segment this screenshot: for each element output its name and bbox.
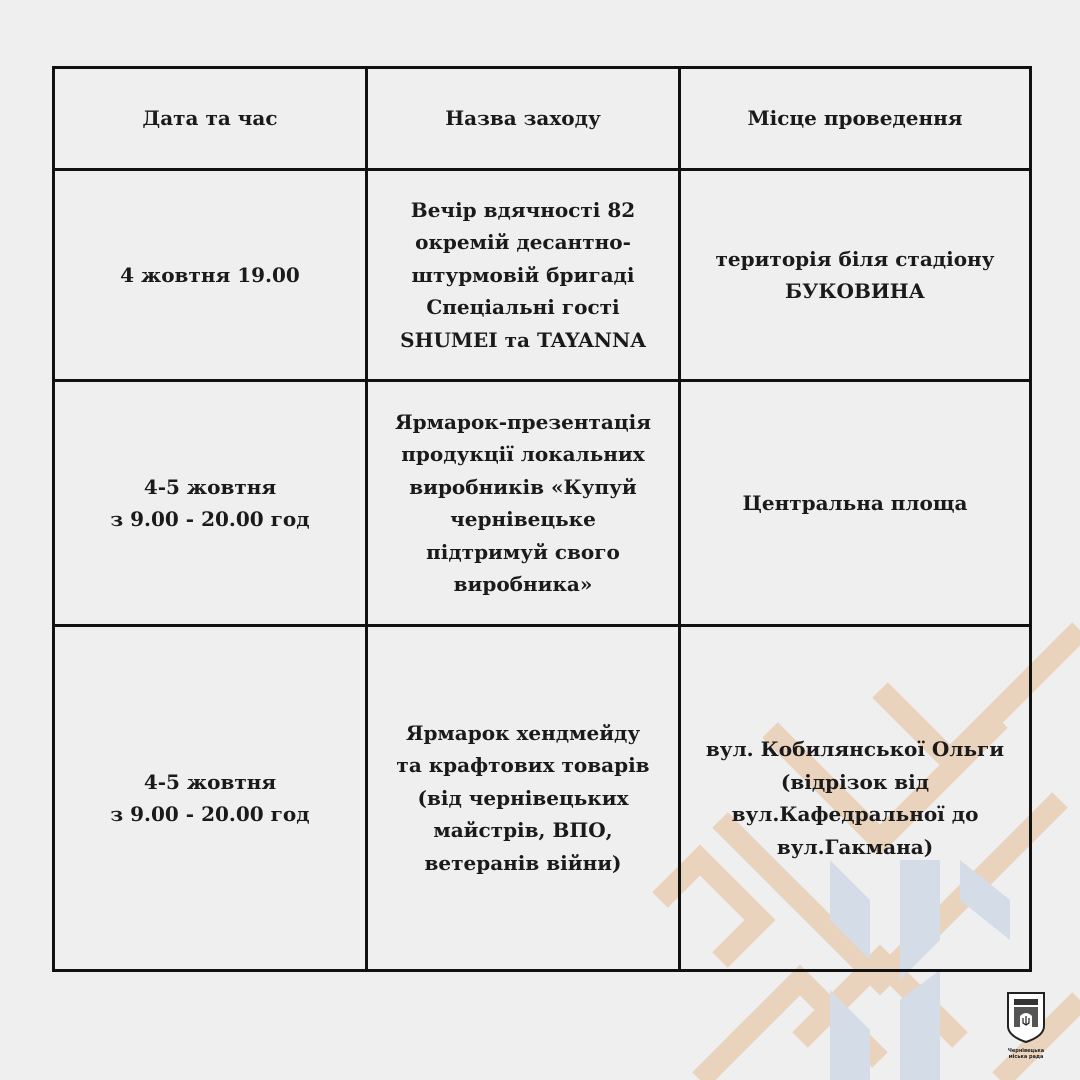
text-line: ветеранів війни) [424,850,622,875]
header-place: Місце проведення [680,68,1031,170]
text-line: БУКОВИНА [785,279,925,303]
cell-event [367,626,680,971]
cell-event [367,170,680,381]
text-line: майстрів, ВПО, [433,818,613,843]
text-line: Ярмарок-презентація [395,409,651,434]
cell-date [54,170,367,381]
text-line: та крафтових товарів [396,753,650,778]
cell-place [680,170,1031,381]
text-line: продукції локальних [401,442,645,466]
text-line: виробників «Купуй [409,474,637,499]
table-header-row [54,68,1031,170]
cell-place [680,626,1031,971]
text-line: Центральна площа [742,490,968,515]
text-line: Спеціальні гості [426,295,620,320]
text-line: 4-5 жовтня [143,769,277,794]
table-row [54,170,1031,381]
text-line: вул.Кафедральної до [731,802,979,826]
text-line: з 9.00 - 20.00 год [110,802,310,826]
text-line: вул. Кобилянської Ольги [705,737,1005,761]
text-line: (відрізок від [780,769,930,794]
text-line: окремій десантно- [415,230,631,255]
header-event: Назва заходу [367,68,680,170]
coat-of-arms-icon [1005,990,1047,1044]
table-row [54,381,1031,626]
text-line: підтримуй свого [426,539,620,564]
logo-caption-line: Чернівецька [1007,1048,1045,1054]
text-line: 4 жовтня 19.00 [120,262,300,287]
text-line: (від чернівецьких [417,785,629,810]
cell-event [367,381,680,626]
city-council-logo [1003,990,1049,1060]
text-line: чернівецьке [450,507,596,531]
logo-caption-line: міська рада [1008,1054,1044,1060]
text-line: SHUMEI та TAYANNA [400,327,646,352]
header-date: Дата та час [54,68,367,170]
text-line: територія біля стадіону [715,246,995,271]
events-table [52,66,1032,972]
text-line: виробника» [453,572,593,596]
text-line: вул.Гакмана) [776,834,934,859]
cell-place [680,381,1031,626]
text-line: штурмовій бригаді [411,262,635,287]
text-line: Ярмарок хендмейду [405,720,641,745]
text-line: 4-5 жовтня [143,474,277,499]
text-line: з 9.00 - 20.00 год [110,507,310,531]
cell-date [54,381,367,626]
cell-date [54,626,367,971]
text-line: Вечір вдячності 82 [410,197,636,222]
table-row [54,626,1031,971]
